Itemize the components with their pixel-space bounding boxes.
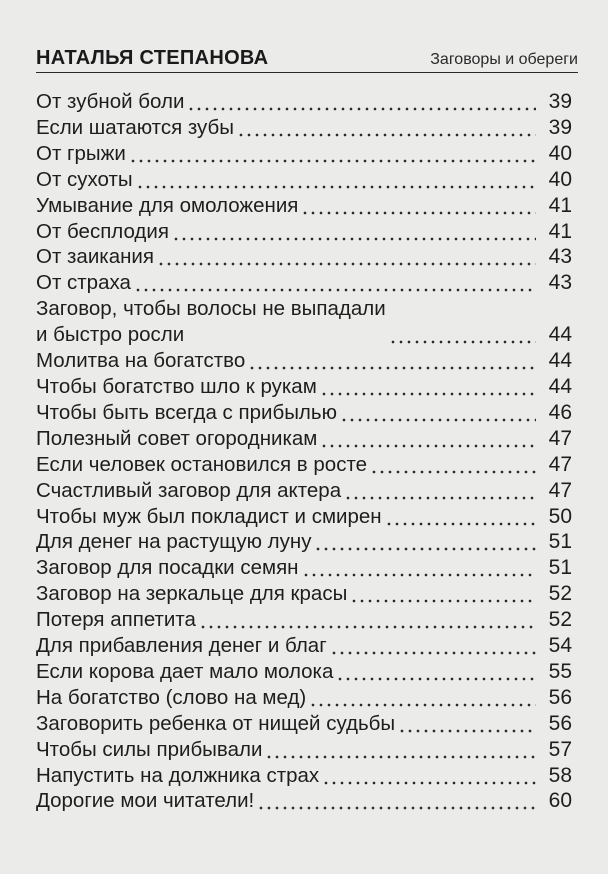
toc-page-number: 43 [548,245,572,269]
dot-leader [129,141,536,167]
table-of-contents [36,89,578,814]
toc-page-number: 41 [548,219,572,243]
dot-leader [257,788,536,814]
toc-entry-title: Чтобы богатство шло к рукам [36,374,317,398]
dot-leader [248,348,536,374]
toc-page-number: 52 [548,582,572,606]
toc-entry-title: Для прибавления денег и благ [36,634,327,658]
toc-entry-title: Если шатаются зубы [36,115,235,139]
toc-entry [36,659,572,685]
toc-entry-title: От сухоты [36,167,133,191]
book-title: Заговоры и обереги [430,51,578,68]
dot-leader [302,555,537,581]
toc-page-number: 54 [548,634,572,658]
toc-entry-title [36,296,386,348]
toc-entry [36,607,572,633]
toc-entry-title: Если корова дает мало молока [36,659,334,683]
toc-entry [36,711,572,737]
dot-leader [157,244,536,270]
author-name: НАТАЛЬЯ СТЕПАНОВА [36,47,269,69]
dot-leader [320,426,536,452]
toc-entry-title: Напустить на должника страх [36,763,320,787]
toc-page-number: 57 [548,737,572,761]
dot-leader [340,400,536,426]
toc-entry [36,400,572,426]
dot-leader [134,270,536,296]
toc-entry-title: Заговор на зеркальце для красы [36,582,348,606]
toc-entry [36,685,572,711]
toc-entry-title: Чтобы силы прибывали [36,737,263,761]
toc-page-number: 40 [548,141,572,165]
toc-entry [36,763,572,789]
dot-leader [265,737,536,763]
toc-entry [36,115,572,141]
dot-leader [370,452,536,478]
dot-leader [187,89,536,115]
toc-page-number: 58 [548,763,572,787]
toc-entry [36,633,572,659]
toc-page-number: 47 [548,426,572,450]
toc-entry [36,581,572,607]
dot-leader [136,167,536,193]
toc-page-number: 44 [548,323,572,347]
dot-leader [330,633,536,659]
toc-entry [36,737,572,763]
dot-leader [309,685,536,711]
toc-entry-title-line: и быстро росли [36,323,185,347]
toc-entry-title: Молитва на богатство [36,349,246,373]
toc-entry [36,244,572,270]
toc-entry-title: Чтобы быть всегда с прибылью [36,400,337,424]
toc-entry [36,374,572,400]
dot-leader [385,504,536,530]
toc-entry-title: От грыжи [36,141,126,165]
toc-page-number: 51 [548,530,572,554]
toc-page-number: 40 [548,167,572,191]
toc-entry [36,89,572,115]
toc-page-number: 39 [548,115,572,139]
toc-page-number: 43 [548,271,572,295]
toc-page-number: 47 [548,452,572,476]
toc-page-number: 41 [548,193,572,217]
dot-leader [344,478,536,504]
toc-page-number: 44 [548,349,572,373]
toc-entry [36,296,572,348]
dot-leader [322,763,536,789]
dot-leader [301,193,536,219]
toc-page-number: 39 [548,90,572,113]
toc-entry [36,141,572,167]
toc-entry-title: От заикания [36,245,154,269]
dot-leader [350,581,536,607]
toc-entry-title: От бесплодия [36,219,169,243]
toc-entry-title: От страха [36,271,131,295]
dot-leader [172,219,536,245]
dot-leader [336,659,536,685]
toc-entry-title: Если человек остановился в росте [36,452,368,476]
toc-page-number: 46 [548,400,572,424]
toc-entry [36,426,572,452]
running-header [36,40,578,73]
toc-entry-title: На богатство (слово на мед) [36,685,307,709]
toc-entry [36,529,572,555]
toc-entry [36,193,572,219]
toc-entry-title: Потеря аппетита [36,608,196,632]
toc-page-number: 56 [548,711,572,735]
toc-entry [36,167,572,193]
toc-entry [36,478,572,504]
dot-leader [314,529,536,555]
toc-page-number: 56 [548,685,572,709]
toc-entry-title: Заговор для посадки семян [36,556,299,580]
dot-leader [398,711,536,737]
toc-entry-title: Счастливый заговор для актера [36,478,342,502]
toc-entry [36,270,572,296]
toc-entry [36,219,572,245]
toc-entry [36,348,572,374]
toc-entry-title-line: Заговор, чтобы волосы не выпадали [36,297,386,321]
toc-page-number: 52 [548,608,572,632]
toc-entry-title: Чтобы муж был покладист и смирен [36,504,382,528]
toc-page-number: 47 [548,478,572,502]
toc-page-number: 51 [548,556,572,580]
toc-entry-title: Полезный совет огородникам [36,426,318,450]
toc-entry [36,504,572,530]
toc-entry [36,788,572,814]
dot-leader [320,374,536,400]
toc-page-number: 50 [548,504,572,528]
dot-leader [237,115,536,141]
dot-leader [199,607,536,633]
toc-entry-title: Умывание для омоложения [36,193,299,217]
toc-entry [36,452,572,478]
toc-page-number: 55 [548,659,572,683]
toc-entry-title: От зубной боли [36,90,185,113]
toc-entry-title: Заговорить ребенка от нищей судьбы [36,711,396,735]
toc-page-number: 44 [548,374,572,398]
dot-leader [389,322,536,348]
toc-page-number: 60 [548,789,572,813]
toc-entry-title: Дорогие мои читатели! [36,789,255,813]
toc-entry-title: Для денег на растущую луну [36,530,312,554]
toc-entry [36,555,572,581]
